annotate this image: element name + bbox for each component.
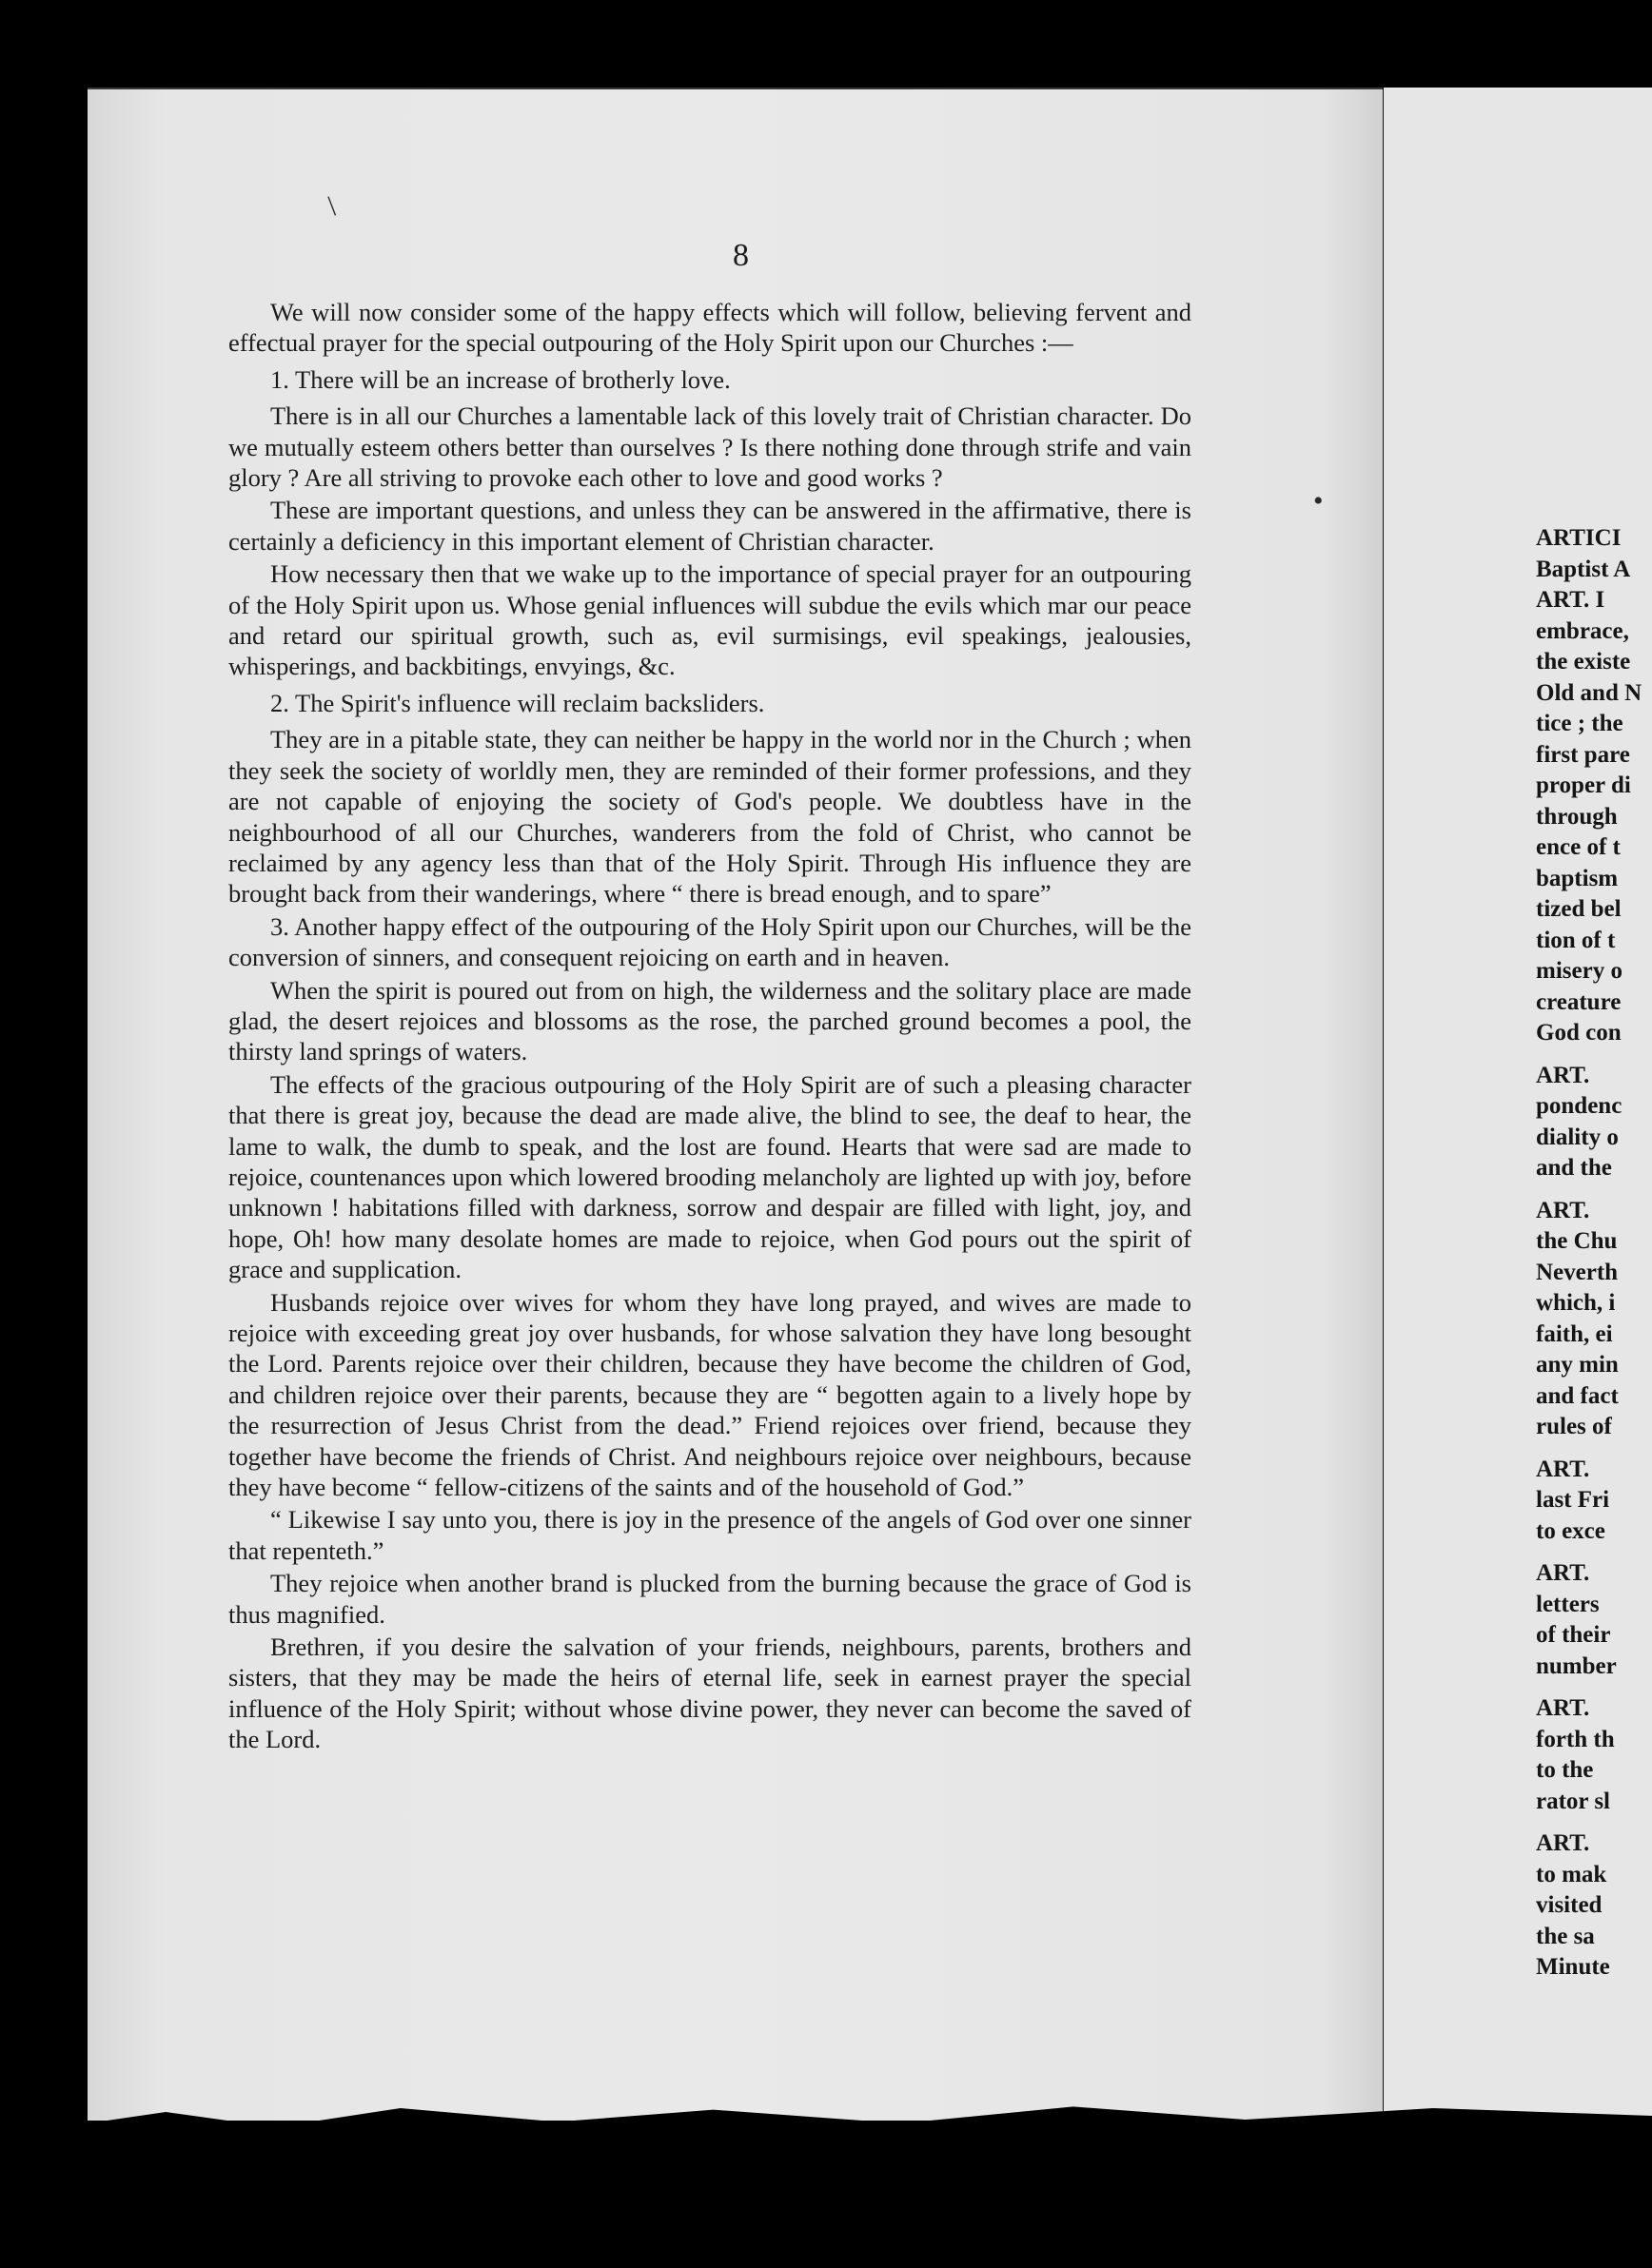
right-page-line: to exce [1536,1517,1605,1544]
spacer [1536,1547,1652,1558]
paragraph: They rejoice when another brand is plucked from the burning because the grace of God is thus magnified. [228,1569,1191,1629]
paragraph: These are important questions, and unless they can be answered in the affirmative, there is certainly a deficiency in this important element of Christian character. [228,496,1191,556]
right-page-line: first pare [1536,741,1630,768]
right-page-line: ART. [1536,1695,1590,1721]
right-page-line: tice ; the [1536,711,1623,736]
spacer [1536,1049,1652,1061]
article-body [228,297,1191,1757]
right-page-line: to the [1536,1757,1594,1783]
right-page-line: diality o [1536,1124,1619,1150]
paragraph: There is in all our Churches a lamentable lack of this lovely trait of Christian character. Do we mutually esteem others better than ourselves ? Is there nothing done through strife and vain glory ? Are all striving to provoke each other to love and good works ? [228,401,1191,493]
spacer [1536,1817,1652,1828]
paragraph: When the spirit is poured out from on high, the wilderness and the solitary place are made glad, the desert rejoices and blossoms as the rose, the parched ground becomes a pool, the thirsty land springs of waters. [228,975,1191,1066]
right-page-line: of their [1536,1622,1611,1648]
right-page-line: ARTICI [1536,525,1622,551]
right-page-line: any min [1536,1352,1619,1378]
right-page-line: the sa [1536,1923,1595,1949]
section-heading: 1. There will be an increase of brotherly love. [270,364,731,394]
right-page-line: Minute [1536,1954,1610,1980]
right-page-line: Old and N [1536,679,1642,706]
section-heading: 2. The Spirit's influence will reclaim backsliders. [270,688,765,717]
right-page-line: letters [1536,1591,1600,1617]
right-page-line: and fact [1536,1382,1619,1409]
right-page-line: forth th [1536,1726,1615,1752]
spacer [1536,1682,1652,1693]
paragraph: We will now consider some of the happy effects which will follow, believing fervent and effectual prayer for the special outpouring of the Holy Spirit upon our Churches :— [228,298,1191,358]
right-page-line: ART. I [1536,587,1605,613]
pen-mark: / [319,191,345,221]
right-page-line: the Chu [1536,1228,1618,1254]
right-page-line: baptism [1536,865,1619,891]
right-page-line: number [1536,1652,1617,1679]
right-page-line: proper di [1536,772,1631,798]
right-page-line: Neverth [1536,1259,1619,1285]
right-page-line: embrace, [1536,617,1629,644]
ink-blot: • [1313,485,1324,517]
spacer [1536,1443,1652,1455]
right-page-line: ART. [1536,1456,1590,1482]
right-page-line: through [1536,803,1618,830]
right-page-line: ART. [1536,1830,1590,1856]
right-page-line: tized bel [1536,896,1622,922]
right-page-line: visited [1536,1892,1603,1918]
paragraph: The effects of the gracious outpouring of the Holy Spirit are of such a pleasing character that there is great joy, because the dead are made alive, the blind to see, the deaf to hear, the lame to walk, the dumb to speak, and the lost are found. Hearts that were sad are made to rejoice, countenances upon which lowered brooding melancholy are lighted up with joy, before unknown ! habitations filled with darkness, sorrow and despair are filled with light, joy, and hope, Oh! how many desolate homes are made to rejoice, when God pours out the spirit of grace and supplication. [228,1069,1191,1284]
right-page-line: and the [1536,1155,1612,1181]
right-page-line: rator sl [1536,1788,1610,1814]
right-page-text-fragments [1536,523,1652,1984]
right-page-line: ence of t [1536,834,1621,860]
right-page-line: God con [1536,1020,1622,1046]
right-page-line: ART. [1536,1197,1590,1223]
right-page-line: faith, ei [1536,1320,1613,1347]
right-page-line: to mak [1536,1861,1607,1887]
paragraph: They are in a pitable state, they can neither be happy in the world nor in the Church ; when they seek the society of worldly men, they are reminded of their former professions, and they are not capable of enjoying the society of God's people. We doubtless have in the neighbourhood of all our Churches, wanderers from the fold of Christ, who cannot be reclaimed by any agency less than that of the Holy Spirit. Through His influence they are brought back from their wanderings, where “ there is bread enough, and to spare” [228,725,1191,909]
right-page-line: the existe [1536,649,1631,675]
paragraph: Brethren, if you desire the salvation of your friends, neighbours, parents, brothers and sisters, that they may be made the heirs of eternal life, seek in earnest prayer the special influence of the Holy Spirit; without whose divine power, they never can become the saved of the Lord. [228,1633,1191,1754]
paragraph: “ Likewise I say unto you, there is joy in the presence of the angels of God over one sinner that repenteth.” [228,1505,1191,1565]
right-page-line: Baptist A [1536,556,1631,582]
right-page-line: misery o [1536,958,1622,984]
right-page-line: rules of [1536,1414,1612,1439]
right-page-line: ART. [1536,1560,1590,1586]
right-page-line: creature [1536,988,1622,1015]
right-page-line: last Fri [1536,1487,1610,1513]
right-page-line: which, i [1536,1290,1616,1316]
paragraph: How necessary then that we wake up to the importance of special prayer for an outpouring of the Holy Spirit upon us. Whose genial influences will subdue the evils which mar our peace and retard our spiritual growth, such as, evil surmisings, evil speakings, jealousies, whisperings, and backbitings, envyings, &c. [228,559,1191,681]
right-page-line: tion of t [1536,927,1616,953]
paragraph: 3. Another happy effect of the outpouring of the Holy Spirit upon our Churches, will be the conversion of sinners, and consequent rejoicing on earth and in heaven. [228,911,1191,972]
paragraph: Husbands rejoice over wives for whom they have long prayed, and wives are made to rejoice with exceeding great joy over husbands, for whose salvation they have long besought the Lord. Parents rejoice over their children, because they have become the children of God, and children rejoice over their parents, because they are “ begotten again to a lively hope by the resurrection of Jesus Christ from the dead.” Friend rejoices over friend, because they together have become the friends of Christ. And neighbours rejoice over neighbours, because they have become “ fellow-citizens of the saints and of the household of God.” [228,1287,1191,1502]
page-number: 8 [733,238,749,273]
spacer [1536,1184,1652,1196]
right-page-line: ART. [1536,1062,1590,1088]
right-page-line: pondenc [1536,1093,1622,1119]
